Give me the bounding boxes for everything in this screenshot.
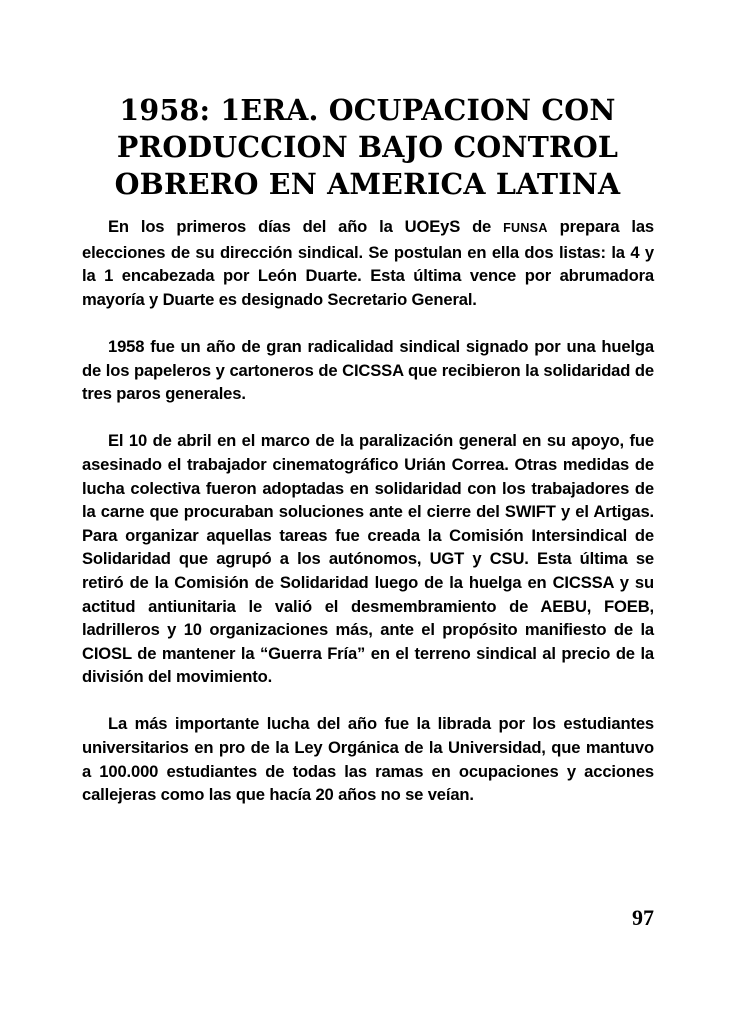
chapter-title-line-3: OBRERO EN AMERICA LATINA bbox=[114, 167, 621, 201]
page-number: 97 bbox=[632, 905, 654, 930]
body-text bbox=[82, 215, 654, 830]
paragraph-1-start: En los primeros días del año la UOEyS de bbox=[108, 217, 504, 236]
funsa-acronym: FUNSA bbox=[503, 221, 548, 235]
chapter-title-line-2: PRODUCCION BAJO CONTROL bbox=[116, 130, 619, 164]
paragraph-2: 1958 fue un año de gran radicalidad sindical signado por una huelga de los papeleros y cartoneros de CICSSA que recibieron la solidaridad de tres paros generales. bbox=[82, 336, 654, 404]
paragraph-4: La más importante lucha del año fue la librada por los estudiantes universitarios en pro de la Ley Orgánica de la Universidad, que mantuvo a 100.000 estudiantes de todas las ramas en ocupaciones y acciones callejeras como las que hacía 20 años no se veían. bbox=[82, 714, 654, 805]
chapter-title bbox=[60, 92, 675, 203]
paragraph-1-end: prepara las elecciones de su dirección sindical. Se postulan en ella dos listas: la 4 y la 1 encabezada por León Duarte. Esta última vence por abrumadora mayoría y Duarte es designado Secretario General. bbox=[82, 217, 654, 309]
chapter-title-line-1: 1958: 1ERA. OCUPACION CON bbox=[119, 93, 616, 127]
paragraph-1 bbox=[82, 215, 654, 311]
paragraph-3: El 10 de abril en el marco de la paralización general en su apoyo, fue asesinado el trabajador cinematográfico Urián Correa. Otras medidas de lucha colectiva fueron adoptadas en solidaridad con los trabajadores de la carne que procuraban soluciones ante el cierre del SWIFT y el Artigas. Para organizar aquellas tareas fue creada la Comisión Intersindical de Solidaridad que agrupó a los autónomos, UGT y CSU. Esta última se retiró de la Comisión de Solidaridad luego de la huelga en CICSSA y su actitud antiunitaria le valió el desmembramiento de AEBU, FOEB, ladrilleros y 10 organizaciones más, ante el propósito manifiesto de la CIOSL de mantener la “Guerra Fría” en el terreno sindical al precio de la división del movimiento. bbox=[82, 431, 654, 687]
